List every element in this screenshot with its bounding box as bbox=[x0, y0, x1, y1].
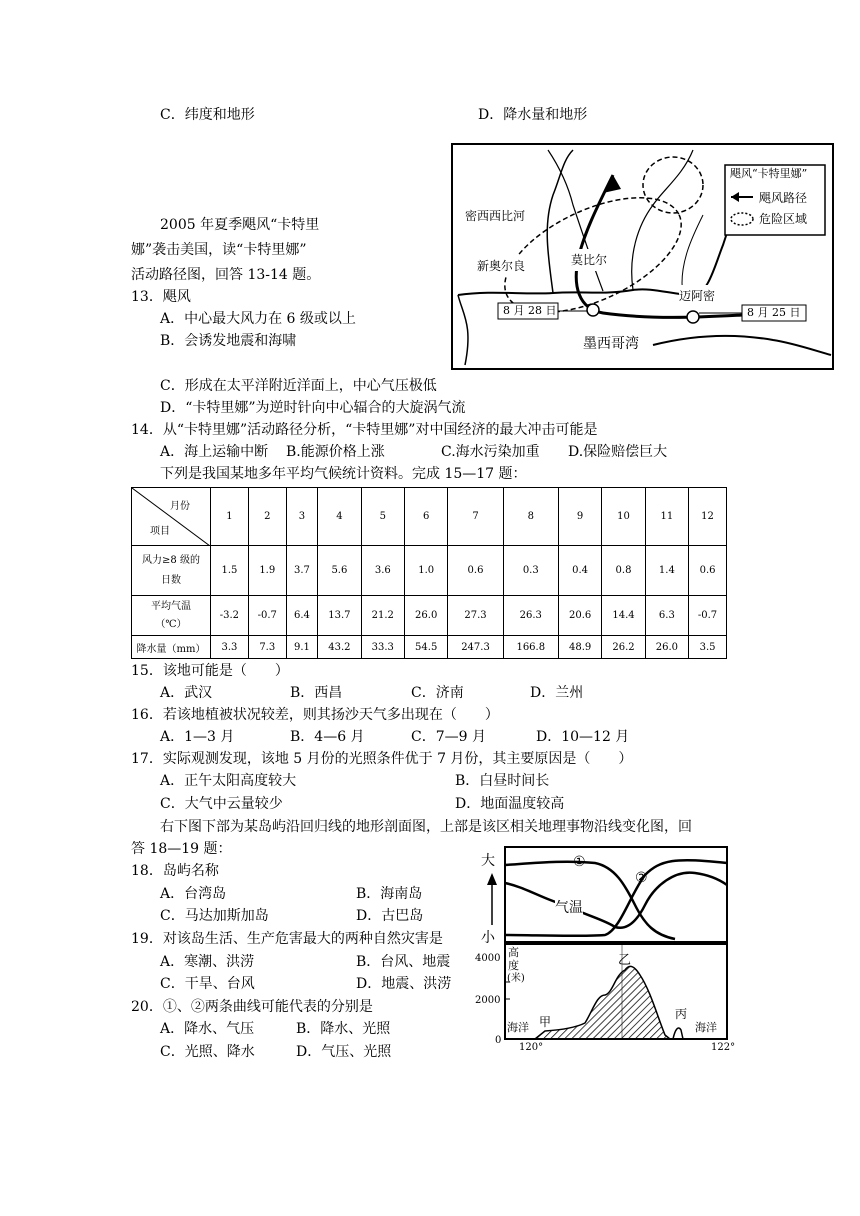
option-c: C．7—9 月 bbox=[411, 729, 486, 745]
table-cell: 3.3 bbox=[211, 636, 249, 659]
month-header: 6 bbox=[404, 488, 447, 546]
label-jia: 甲 bbox=[539, 1015, 552, 1029]
option-d: D．10—12 月 bbox=[536, 729, 630, 745]
table-cell: 166.8 bbox=[503, 636, 558, 659]
option-b: B．西昌 bbox=[290, 685, 343, 701]
table-cell: 3.6 bbox=[361, 546, 404, 596]
table-cell: 48.9 bbox=[558, 636, 601, 659]
table-cell: 7.3 bbox=[248, 636, 286, 659]
label-curve-1: ① bbox=[573, 854, 586, 870]
table-cell: 26.0 bbox=[404, 596, 447, 636]
question-17: 17．实际观测发现，该地 5 月份的光照条件优于 7 月份，其主要原因是（ ） bbox=[131, 751, 633, 767]
table-cell: 26.2 bbox=[602, 636, 645, 659]
option-d: D．地震、洪涝 bbox=[356, 976, 452, 992]
option-a: A．中心最大风力在 6 级或以上 bbox=[160, 311, 356, 327]
table-cell: 14.4 bbox=[602, 596, 645, 636]
option-c: C．干旱、台风 bbox=[160, 976, 255, 992]
option-d: D．气压、光照 bbox=[296, 1044, 392, 1060]
row-label: 日数 bbox=[161, 574, 181, 586]
climate-table bbox=[131, 487, 727, 659]
label-temperature: 气温 bbox=[555, 897, 583, 919]
month-header: 7 bbox=[448, 488, 503, 546]
table-cell: 27.3 bbox=[448, 596, 503, 636]
table-cell: 0.3 bbox=[503, 546, 558, 596]
label-aug25: 8 月 25 日 bbox=[747, 306, 801, 319]
label-yi: 乙 bbox=[618, 953, 632, 968]
x-tick-122: 122° bbox=[711, 1042, 736, 1053]
table-cell: 9.1 bbox=[286, 636, 318, 659]
x-tick-120: 120° bbox=[519, 1042, 544, 1053]
option-b: B.能源价格上涨 bbox=[286, 444, 385, 460]
option-b: B．会诱发地震和海啸 bbox=[160, 333, 297, 349]
option-b: B．海南岛 bbox=[356, 886, 423, 902]
option-d: D．“卡特里娜”为逆时针向中心辐合的大旋涡气流 bbox=[160, 400, 466, 416]
option-b: B．白昼时间长 bbox=[455, 773, 550, 789]
legend-danger-label: 危险区域 bbox=[759, 212, 808, 226]
intro-line: 活动路径图，回答 13-14 题。 bbox=[131, 267, 321, 283]
question-20: 20．①、②两条曲线可能代表的分别是 bbox=[131, 999, 373, 1015]
table-cell: 13.7 bbox=[318, 596, 361, 636]
table-cell: -0.7 bbox=[248, 596, 286, 636]
legend-title: 飓风“卡特里娜” bbox=[730, 167, 808, 180]
row-label: 平均气温 bbox=[151, 600, 191, 612]
label-mississippi: 密西西比河 bbox=[465, 205, 525, 227]
table-cell: 26.0 bbox=[645, 636, 688, 659]
question-13: 13．飓风 bbox=[131, 289, 191, 305]
label-aug28: 8 月 28 日 bbox=[503, 304, 557, 317]
table-cell: 26.3 bbox=[503, 596, 558, 636]
table-cell: 3.7 bbox=[286, 546, 318, 596]
question-15: 15．该地可能是（ ） bbox=[131, 663, 289, 679]
table-cell: 33.3 bbox=[361, 636, 404, 659]
row-label: 降水量（mm） bbox=[132, 636, 211, 659]
table-cell: 0.4 bbox=[558, 546, 601, 596]
table-cell: 6.4 bbox=[286, 596, 318, 636]
intro-line: 答 18—19 题： bbox=[131, 841, 232, 857]
option-c: C．光照、降水 bbox=[160, 1044, 255, 1060]
intro-line: 下列是我国某地多年平均气候统计资料。完成 15—17 题： bbox=[160, 466, 527, 482]
label-miami: 迈阿密 bbox=[679, 285, 715, 307]
label-big: 大 bbox=[481, 853, 495, 869]
option-b: B．降水、光照 bbox=[296, 1021, 391, 1037]
option-c: C.海水污染加重 bbox=[441, 444, 540, 460]
table-cell: 20.6 bbox=[558, 596, 601, 636]
table-cell: 5.6 bbox=[318, 546, 361, 596]
question-14: 14．从“卡特里娜”活动路径分析，“卡特里娜”对中国经济的最大冲击可能是 bbox=[131, 422, 598, 438]
island-profile-figure bbox=[475, 845, 745, 1060]
option-b: B．4—6 月 bbox=[290, 729, 365, 745]
label-mobile: 莫比尔 bbox=[571, 249, 607, 271]
month-header: 11 bbox=[645, 488, 688, 546]
question-19: 19．对该岛生活、生产危害最大的两种自然灾害是 bbox=[131, 931, 443, 947]
table-cell: 0.6 bbox=[689, 546, 727, 596]
option-c: C．马达加斯加岛 bbox=[160, 908, 269, 924]
table-cell: 1.9 bbox=[248, 546, 286, 596]
month-header: 2 bbox=[248, 488, 286, 546]
month-header: 1 bbox=[211, 488, 249, 546]
option-a: A．武汉 bbox=[160, 685, 213, 701]
y-axis-label: (米) bbox=[507, 973, 525, 984]
table-cell: 0.8 bbox=[602, 546, 645, 596]
y-axis-label: 度 bbox=[508, 959, 519, 972]
table-row bbox=[132, 636, 727, 659]
table-cell: 1.4 bbox=[645, 546, 688, 596]
option-c: C．纬度和地形 bbox=[160, 107, 255, 123]
label-ocean-left: 海洋 bbox=[507, 1021, 529, 1034]
question-18: 18．岛屿名称 bbox=[131, 863, 219, 879]
intro-line: 2005 年夏季飓风“卡特里 bbox=[160, 217, 320, 233]
row-label: （℃） bbox=[155, 618, 187, 630]
option-a: A．海上运输中断 bbox=[160, 444, 269, 460]
table-cell: 0.6 bbox=[448, 546, 503, 596]
label-gulf: 墨西哥湾 bbox=[583, 336, 639, 352]
option-c: C．大气中云量较少 bbox=[160, 796, 283, 812]
month-header: 8 bbox=[503, 488, 558, 546]
label-small: 小 bbox=[481, 930, 495, 946]
row-label: 风力≥8 级的 bbox=[142, 554, 200, 566]
label-bing: 丙 bbox=[675, 1007, 688, 1021]
month-header: 4 bbox=[318, 488, 361, 546]
option-c: C．济南 bbox=[411, 685, 464, 701]
month-header: 3 bbox=[286, 488, 318, 546]
option-a: A．寒潮、洪涝 bbox=[160, 954, 255, 970]
option-b: B．台风、地震 bbox=[356, 954, 451, 970]
option-a: A．正午太阳高度较大 bbox=[160, 773, 297, 789]
table-cell: -3.2 bbox=[211, 596, 249, 636]
table-cell: 6.3 bbox=[645, 596, 688, 636]
label-curve-2: ② bbox=[635, 870, 648, 886]
y-tick-4000: 4000 bbox=[475, 953, 501, 964]
option-a: A．1—3 月 bbox=[160, 729, 235, 745]
month-header: 12 bbox=[689, 488, 727, 546]
table-cell: 54.5 bbox=[404, 636, 447, 659]
y-axis-label: 高 bbox=[508, 946, 519, 959]
option-d: D．兰州 bbox=[530, 685, 584, 701]
option-a: A．台湾岛 bbox=[160, 886, 227, 902]
label-new-orleans: 新奥尔良 bbox=[477, 255, 525, 277]
table-cell: 43.2 bbox=[318, 636, 361, 659]
month-header: 10 bbox=[602, 488, 645, 546]
y-tick-2000: 2000 bbox=[475, 995, 501, 1006]
table-cell: 1.0 bbox=[404, 546, 447, 596]
question-16: 16．若该地植被状况较差，则其扬沙天气多出现在（ ） bbox=[131, 707, 499, 723]
y-tick-0: 0 bbox=[495, 1035, 502, 1046]
table-cell: 3.5 bbox=[689, 636, 727, 659]
option-d: D.保险赔偿巨大 bbox=[568, 444, 668, 460]
intro-line: 娜”袭击美国，读“卡特里娜” bbox=[131, 242, 307, 258]
month-header: 5 bbox=[361, 488, 404, 546]
hurricane-map bbox=[451, 143, 834, 370]
option-d: D．降水量和地形 bbox=[478, 107, 588, 123]
option-d: D．古巴岛 bbox=[356, 908, 424, 924]
option-c: C．形成在太平洋附近洋面上，中心气压极低 bbox=[160, 378, 437, 394]
intro-line: 右下图下部为某岛屿沿回归线的地形剖面图，上部是该区相关地理事物沿线变化图，回 bbox=[160, 819, 692, 835]
legend-path-label: 飓风路径 bbox=[759, 191, 808, 205]
option-a: A．降水、气压 bbox=[160, 1021, 255, 1037]
table-header-cell bbox=[132, 488, 211, 546]
month-header: 9 bbox=[558, 488, 601, 546]
table-cell: -0.7 bbox=[689, 596, 727, 636]
option-d: D．地面温度较高 bbox=[455, 796, 565, 812]
header-month: 月份 bbox=[170, 501, 190, 512]
header-item: 项目 bbox=[150, 526, 170, 537]
table-cell: 247.3 bbox=[448, 636, 503, 659]
table-cell: 21.2 bbox=[361, 596, 404, 636]
table-cell: 1.5 bbox=[211, 546, 249, 596]
table-row bbox=[132, 546, 727, 596]
table-row bbox=[132, 596, 727, 636]
label-ocean-right: 海洋 bbox=[695, 1021, 717, 1034]
